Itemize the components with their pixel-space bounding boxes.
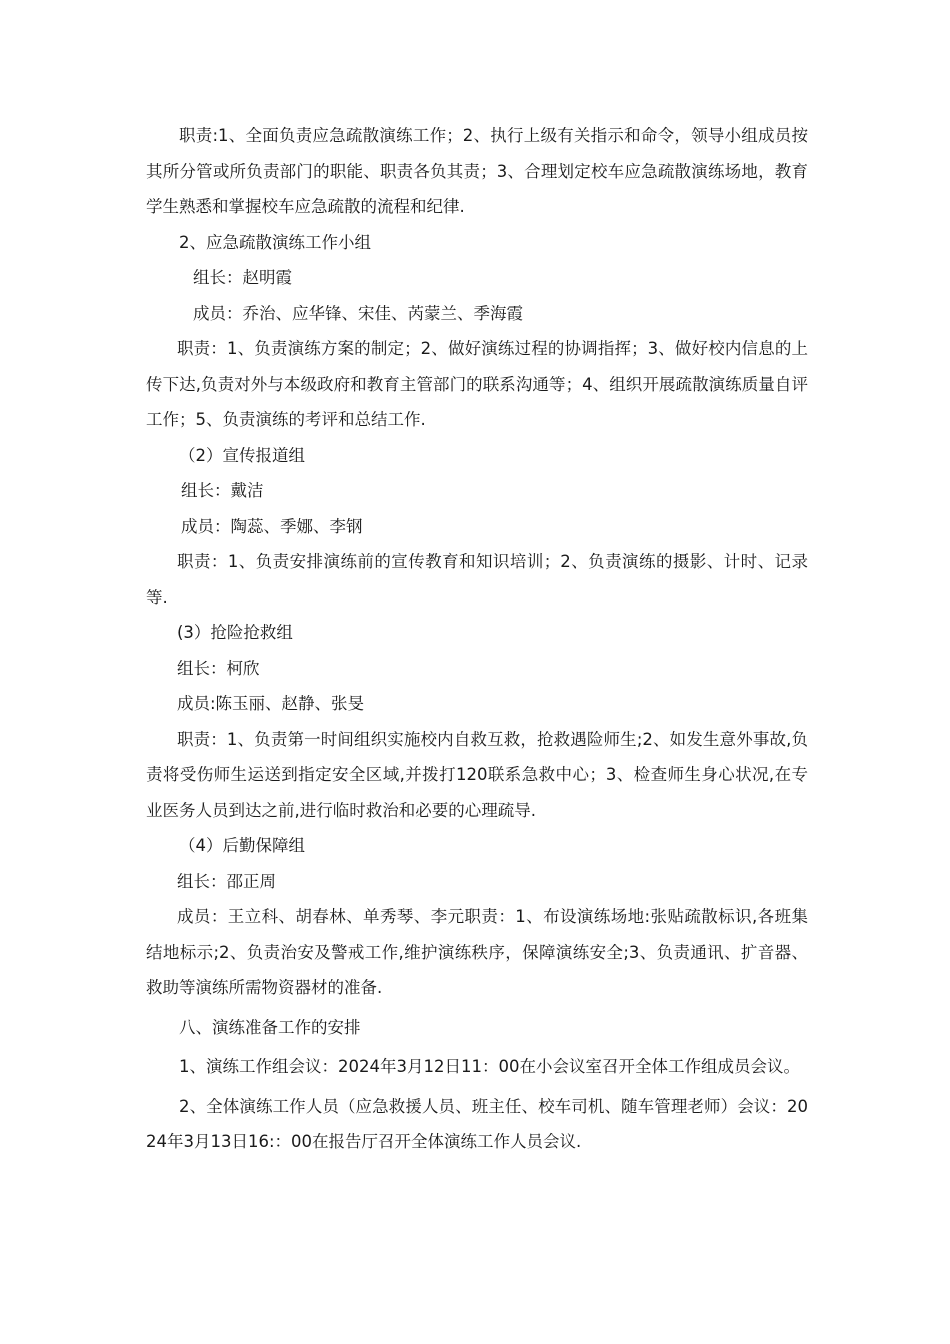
heading-rescue-group: (3）抢险抢救组: [177, 623, 293, 642]
paragraph-publicity-duties: 职责：1、负责安排演练前的宣传教育和知识培训；2、负责演练的摄影、计时、记录等.: [146, 552, 808, 607]
paragraph-working-group-duties: 职责：1、负责演练方案的制定；2、做好演练过程的协调指挥；3、做好校内信息的上传下达,负责对外与本级政府和教育主管部门的联系沟通等；4、组织开展疏散演练质量自评工作；5、负责演练的考评和总结工作.: [146, 339, 808, 429]
heading-logistics-group: （4）后勤保障组: [179, 836, 305, 855]
paragraph-rescue-duties: 职责：1、负责第一时间组织实施校内自救互救，抢救遇险师生;2、如发生意外事故,负责将受伤师生运送到指定安全区域,并拨打120联系急救中心；3、检查师生身心状况,在专业医务人员到达之前,进行临时救治和必要的心理疏导.: [146, 729, 808, 820]
line-publicity-members: 成员：陶蕊、季娜、李钢: [181, 516, 363, 536]
paragraph-all-staff-meeting: 2、全体演练工作人员（应急救援人员、班主任、校车司机、随车管理老师）会议：2024年3月13日16:：00在报告厅召开全体演练工作人员会议.: [146, 1096, 808, 1151]
paragraph-leadership-duties: 职责:1、全面负责应急疏散演练工作；2、执行上级有关指示和命令，领导小组成员按其所分管或所负责部门的职能、职责各负其责；3、合理划定校车应急疏散演练场地，教育学生熟悉和掌握校车应急疏散的流程和纪律.: [146, 126, 808, 216]
heading-evacuation-working-group: 2、应急疏散演练工作小组: [179, 232, 371, 252]
paragraph-logistics-members-duties: 成员：王立科、胡春林、单秀琴、李元职责：1、布设演练场地:张贴疏散标识,各班集结地标示;2、负责治安及警戒工作,维护演练秩序，保障演练安全;3、负责通讯、扩音器、救助等演练所需物资器材的准备.: [146, 907, 808, 997]
heading-drill-preparation: 八、演练准备工作的安排: [179, 1017, 361, 1037]
heading-publicity-group: （2）宣传报道组: [179, 445, 305, 465]
paragraph-working-group-meeting: 1、演练工作组会议：2024年3月12日11：00在小会议室召开全体工作组成员会议。: [179, 1057, 800, 1076]
line-group-leader: 组长：赵明霞: [193, 268, 292, 287]
line-group-members: 成员：乔治、应华锋、宋佳、芮蒙兰、季海霞: [193, 303, 523, 323]
line-rescue-members: 成员:陈玉丽、赵静、张旻: [177, 694, 365, 713]
line-publicity-leader: 组长：戴洁: [181, 481, 264, 500]
line-rescue-leader: 组长：柯欣: [177, 658, 260, 678]
line-logistics-leader: 组长：邵正周: [177, 871, 276, 891]
document-body: [146, 118, 808, 1160]
